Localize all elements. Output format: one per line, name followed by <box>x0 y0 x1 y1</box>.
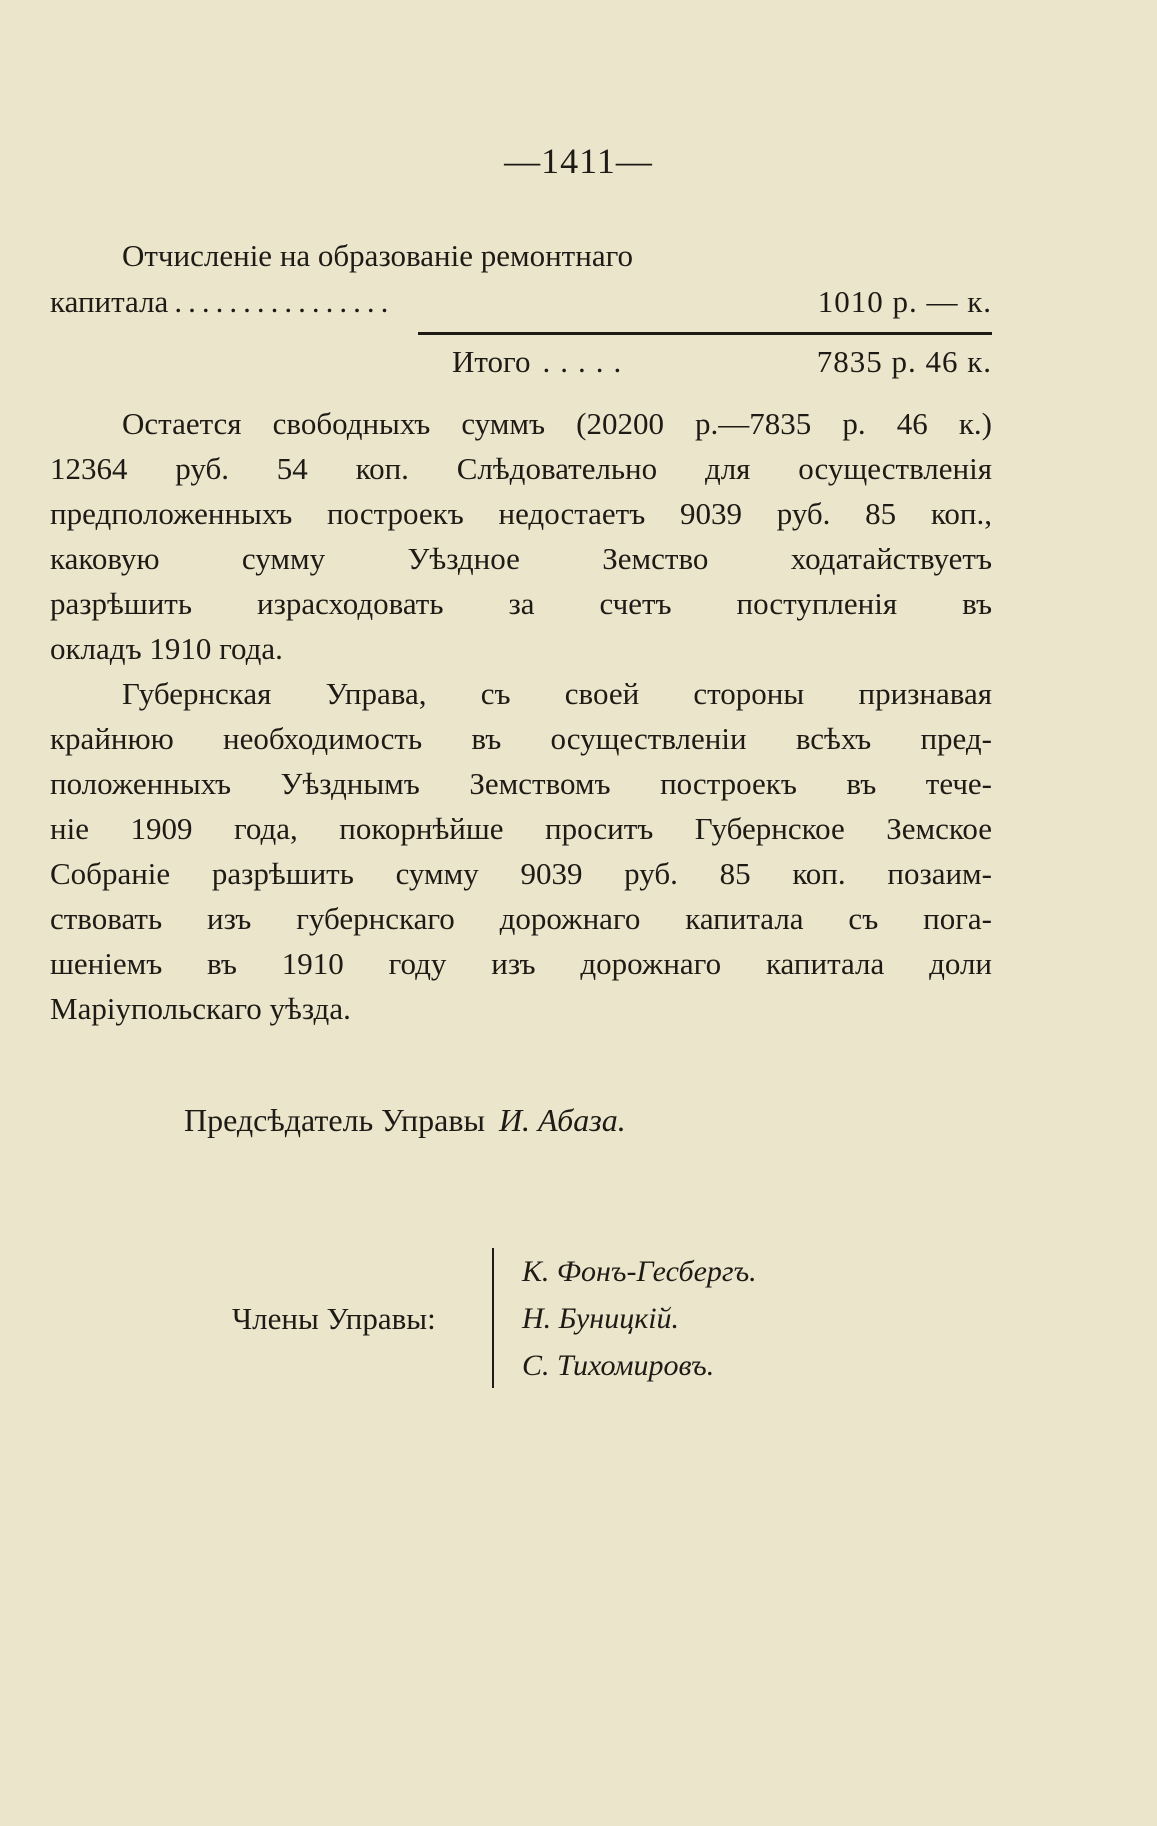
chairman-name: И. Абаза. <box>498 1102 626 1138</box>
chairman-signature <box>184 1098 626 1142</box>
ledger-item-label: капитала <box>50 284 169 319</box>
paragraph2-line: ствовать изъ губернскаго дорожнаго капитала съ пога- <box>50 901 992 936</box>
paragraph1-line: каковую сумму Уѣздное Земство ходатайствуетъ <box>50 541 992 576</box>
ledger-item-leader: ................ <box>174 284 395 319</box>
chairman-title: Предсѣдатель Управы <box>184 1102 485 1138</box>
ledger-total-leader: ..... <box>542 344 632 379</box>
paragraph1-line: Остается свободныхъ суммъ (20200 р.—7835 р. 46 к.) <box>122 406 992 441</box>
page-number: —1411— <box>504 141 653 181</box>
ledger-total-label: Итого <box>452 344 531 379</box>
paragraph2-line: Собраніе разрѣшить сумму 9039 руб. 85 коп. позаим- <box>50 856 992 891</box>
paragraph1-line: 12364 руб. 54 коп. Слѣдовательно для осуществленія <box>50 451 992 486</box>
ledger-item-line1: Отчисленіе на образованіе ремонтнаго <box>122 238 634 273</box>
paragraph2-line: положенныхъ Уѣзднымъ Земствомъ построекъ въ тече- <box>50 766 992 801</box>
ledger-total <box>452 340 992 384</box>
members-label: Члены Управы: <box>232 1301 436 1336</box>
ledger-total-amount: 7835 р. 46 к. <box>816 344 992 379</box>
paragraph2-line: Маріупольскаго уѣзда. <box>50 991 351 1026</box>
ledger-item-amount: 1010 р. — к. <box>817 284 992 319</box>
paragraph2-line: крайнюю необходимость въ осуществленіи всѣхъ пред- <box>50 721 992 756</box>
paragraph1-line: разрѣшить израсходовать за счетъ поступленія въ <box>50 586 992 621</box>
member-name: К. Фонъ-Гесбергъ. <box>522 1255 757 1288</box>
paragraph2-line: ніе 1909 года, покорнѣйше проситъ Губернское Земское <box>50 811 992 846</box>
paragraph2-line: Губернская Управа, съ своей стороны признавая <box>122 676 992 711</box>
ledger-item-line2 <box>50 280 992 324</box>
paragraph2-line: шеніемъ въ 1910 году изъ дорожнаго капитала доли <box>50 946 992 981</box>
paragraph1-line: предположенныхъ построекъ недостаетъ 9039 руб. 85 коп., <box>50 496 992 531</box>
total-rule <box>418 332 992 335</box>
paragraph1-line: окладъ 1910 года. <box>50 631 283 666</box>
members-bracket <box>492 1248 494 1388</box>
member-name: Н. Буницкій. <box>522 1302 680 1335</box>
member-name: С. Тихомировъ. <box>522 1349 715 1382</box>
